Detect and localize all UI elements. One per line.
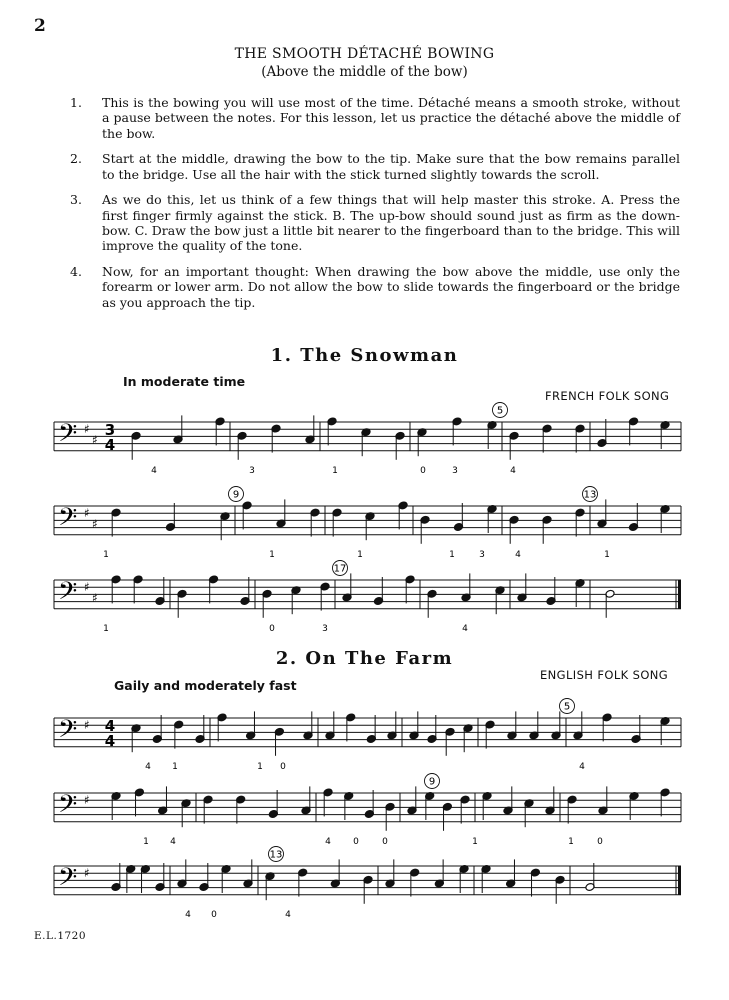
fingering-number: 4 — [151, 465, 157, 476]
tempo-marking: Gaily and moderately fast — [114, 678, 297, 693]
sharp-icon: ♯ — [84, 506, 90, 521]
fingering-number: 0 — [211, 909, 217, 920]
fingering-number: 4 — [510, 465, 516, 476]
time-signature-top: 4 — [104, 717, 116, 735]
fingering-number: 3 — [479, 549, 485, 560]
fingering-number: 3 — [249, 465, 255, 476]
instruction-text: Start at the middle, drawing the bow to the tip. Make sure that the bow remains parallel to the bridge. Use all the hair with the stick turned slightly towards the scroll. — [102, 151, 680, 182]
final-barline — [678, 580, 681, 609]
music-staff — [0, 775, 729, 847]
instruction-item — [70, 95, 680, 141]
instruction-item — [70, 264, 680, 310]
measure-number: 9 — [232, 489, 240, 501]
measure-number: 13 — [583, 489, 597, 501]
instruction-number: 1. — [70, 95, 82, 110]
instruction-text: This is the bowing you will use most of the time. Détaché means a smooth stroke, without a pause between the notes. For this lesson, let us practice the détaché above the middle of the bow. — [102, 95, 680, 141]
fingering-number: 0 — [353, 836, 359, 847]
lesson-subtitle: (Above the middle of the bow) — [261, 64, 468, 80]
page-number: 2 — [34, 16, 46, 36]
sharp-icon: ♯ — [84, 866, 90, 881]
fingering-number: 1 — [103, 549, 109, 560]
fingering-number: 1 — [172, 761, 178, 772]
fingering-number: 0 — [597, 836, 603, 847]
sharp-icon: ♯ — [84, 422, 90, 437]
fingering-number: 1 — [332, 465, 338, 476]
bass-clef-icon: 𝄢 — [58, 790, 78, 825]
catalog-number: E.L.1720 — [34, 930, 87, 942]
tempo-marking: In moderate time — [123, 374, 246, 389]
instruction-number: 2. — [70, 151, 82, 167]
composer-credit: FRENCH FOLK SONG — [545, 389, 670, 403]
fingering-number: 1 — [568, 836, 574, 847]
fingering-number: 4 — [170, 836, 176, 847]
music-staff — [0, 488, 729, 560]
instruction-number: 4. — [70, 264, 82, 280]
music-staff — [0, 562, 729, 634]
bass-clef-icon: 𝄢 — [58, 715, 78, 750]
fingering-number: 1 — [143, 836, 149, 847]
sharp-icon: ♯ — [84, 580, 90, 595]
fingering-number: 0 — [420, 465, 426, 476]
measure-number: 9 — [428, 776, 436, 788]
sharp-icon: ♯ — [84, 718, 90, 733]
fingering-number: 0 — [382, 836, 388, 847]
fingering-number: 4 — [285, 909, 291, 920]
music-staff — [0, 700, 729, 772]
fingering-number: 4 — [462, 623, 468, 634]
instruction-text: As we do this, let us think of a few things that will help master this stroke. A. Press the first finger firmly against the stick. B. The up-bow should sound just as firm as the down-bow. C. Draw the bow just a little bit nearer to the fingerboard than to the bridge. This will improve the quality of the tone. — [102, 192, 680, 254]
fingering-number: 1 — [269, 549, 275, 560]
piece-title: 1. The Snowman — [270, 345, 459, 366]
fingering-number: 4 — [325, 836, 331, 847]
fingering-number: 0 — [269, 623, 275, 634]
fingering-number: 3 — [322, 623, 328, 634]
sharp-icon: ♯ — [92, 517, 98, 531]
fingering-number: 1 — [357, 549, 363, 560]
lesson-title: THE SMOOTH DÉTACHÉ BOWING — [234, 46, 495, 62]
composer-credit: ENGLISH FOLK SONG — [540, 668, 669, 682]
fingering-number: 1 — [449, 549, 455, 560]
time-signature-top: 3 — [104, 421, 116, 439]
instruction-text: Now, for an important thought: When drawing the bow above the middle, use only the forearm or lower arm. Do not allow the bow to slide towards the fingerboard or the bridge as you approach the tip. — [102, 264, 680, 310]
instruction-number: 3. — [70, 192, 82, 208]
measure-number: 17 — [333, 563, 347, 575]
fingering-number: 1 — [257, 761, 263, 772]
measure-number: 5 — [563, 701, 571, 713]
fingering-number: 4 — [185, 909, 191, 920]
measure-number: 13 — [269, 849, 283, 861]
final-barline — [678, 866, 681, 895]
sharp-icon: ♯ — [92, 433, 98, 447]
fingering-number: 1 — [604, 549, 610, 560]
fingering-number: 1 — [472, 836, 478, 847]
bass-clef-icon: 𝄢 — [58, 503, 78, 538]
fingering-number: 4 — [579, 761, 585, 772]
fingering-number: 0 — [280, 761, 286, 772]
measure-number: 5 — [496, 405, 504, 417]
music-staff — [0, 404, 729, 476]
bass-clef-icon: 𝄢 — [58, 577, 78, 612]
instruction-item — [70, 151, 680, 182]
bass-clef-icon: 𝄢 — [58, 419, 78, 454]
time-signature-bottom: 4 — [104, 436, 116, 454]
music-staff — [0, 848, 729, 920]
fingering-number: 3 — [452, 465, 458, 476]
piece-title: 2. On The Farm — [275, 648, 454, 669]
sharp-icon: ♯ — [84, 793, 90, 808]
instruction-item — [70, 192, 680, 253]
instruction-list — [70, 95, 680, 321]
fingering-number: 4 — [145, 761, 151, 772]
sharp-icon: ♯ — [92, 591, 98, 605]
fingering-number: 1 — [103, 623, 109, 634]
time-signature-bottom: 4 — [104, 732, 116, 750]
fingering-number: 4 — [515, 549, 521, 560]
bass-clef-icon: 𝄢 — [58, 863, 78, 898]
